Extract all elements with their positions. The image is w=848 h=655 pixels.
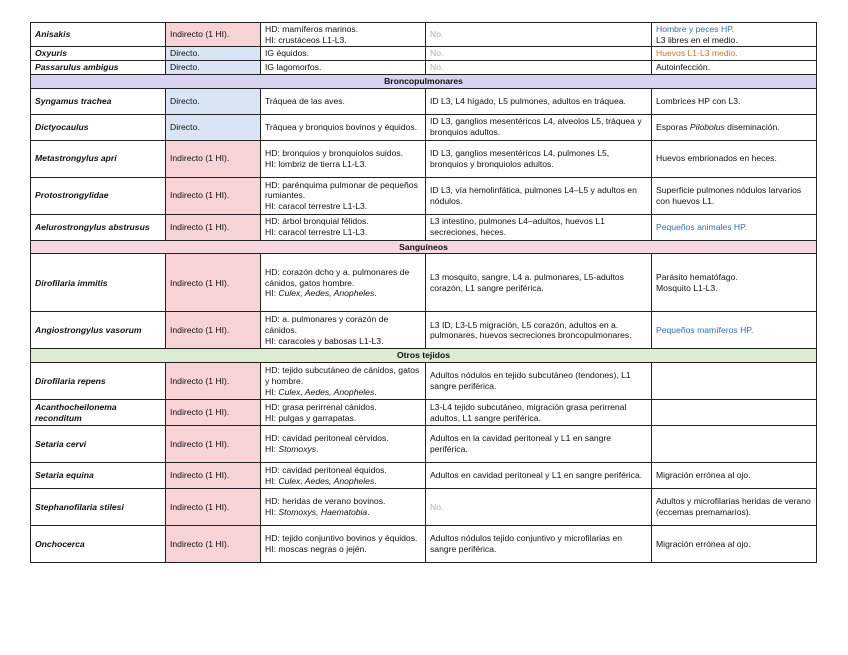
notes-cell	[652, 526, 817, 563]
cycle-type-cell: Indirecto (1 HI).	[166, 177, 261, 214]
host-line: HI: caracol terrestre L1-L3.	[265, 201, 368, 212]
note-line: Pequeños animales HP.	[656, 221, 748, 232]
migration-cell	[426, 88, 652, 114]
migration-cell	[426, 140, 652, 177]
notes-cell	[652, 177, 817, 214]
host-line: HD: a. pulmonares y corazón de cánidos.	[265, 314, 389, 336]
parasite-name-cell	[31, 489, 166, 526]
migration-cell	[426, 114, 652, 140]
notes-cell	[652, 88, 817, 114]
table-row	[31, 312, 817, 349]
notes-cell: Esporas Pilobolus diseminación.	[652, 114, 817, 140]
table-row	[31, 177, 817, 214]
note-line: Huevos embrionados en heces.	[656, 153, 777, 164]
notes-cell	[652, 23, 817, 47]
host-location-cell	[261, 23, 426, 47]
table-row	[31, 140, 817, 177]
cycle-type-cell: Indirecto (1 HI).	[166, 214, 261, 240]
migration-line: No.	[430, 501, 444, 512]
host-location-cell	[261, 140, 426, 177]
host-line: Tráquea de las aves.	[265, 95, 345, 106]
parasite-name: Dictyocaulus	[35, 121, 89, 132]
migration-line: L3 ID, L3-L5 migración, L5 corazón, adultos en a. pulmonares, huevos secreciones broncopulmonares.	[430, 319, 632, 341]
section-title: Otros tejidos	[31, 349, 817, 363]
parasite-name-cell	[31, 214, 166, 240]
cycle-type-cell: Indirecto (1 HI).	[166, 140, 261, 177]
migration-cell	[426, 400, 652, 426]
parasite-name: Dirofilaria repens	[35, 375, 106, 386]
note-line: Huevos L1-L3 medio.	[656, 48, 738, 59]
host-location-cell: HD: heridas de verano bovinos. HI: Stomoxys, Haematobia.	[261, 489, 426, 526]
migration-line: ID L3, ganglios mesentéricos L4, alveolos L5, tráquea y bronquios adultos.	[430, 116, 642, 138]
host-line: HD: grasa perirrenal cánidos.	[265, 401, 377, 412]
note-line: Migración errónea al ojo.	[656, 538, 751, 549]
migration-line: L3 intestino, pulmones L4–adultos, huevos L1 secreciones, heces.	[430, 216, 605, 238]
parasite-name-cell	[31, 312, 166, 349]
parasite-name-cell	[31, 363, 166, 400]
host-location-cell	[261, 114, 426, 140]
migration-cell	[426, 489, 652, 526]
parasite-name: Onchocerca	[35, 538, 85, 549]
table-row	[31, 426, 817, 463]
parasite-name: Passarulus ambigus	[35, 62, 119, 73]
host-location-cell: HD: corazón dcho y a. pulmonares de cánidos, gatos hombre. HI: Culex, Aedes, Anopheles.	[261, 254, 426, 312]
host-line: HD: mamíferos marinos.	[265, 24, 359, 34]
parasite-name: Stephanofilaria stilesi	[35, 501, 124, 512]
migration-line: L3 mosquito, sangre, L4 a. pulmonares, L5-adultos corazón, L1 sangre periférica.	[430, 272, 624, 293]
cycle-type-cell: Indirecto (1 HI).	[166, 254, 261, 312]
note-line: Parásito hematófago.	[656, 272, 738, 283]
host-location-cell	[261, 400, 426, 426]
notes-cell	[652, 400, 817, 426]
section-header-row	[31, 240, 817, 254]
note-line: L3 libres en el medio.	[656, 34, 738, 45]
parasite-name-cell	[31, 177, 166, 214]
parasite-name: Setaria equina	[35, 470, 94, 481]
host-line: HD: árbol bronquial félidos.	[265, 216, 369, 227]
host-line: HI: crustáceos L1-L3.	[265, 34, 347, 45]
migration-cell	[426, 463, 652, 489]
migration-cell	[426, 363, 652, 400]
host-location-cell	[261, 88, 426, 114]
parasite-table	[30, 22, 817, 563]
parasite-name: Syngamus trachea	[35, 95, 112, 106]
notes-cell	[652, 61, 817, 75]
migration-cell	[426, 426, 652, 463]
migration-line: ID L3, ganglios mesentéricos L4, pulmones L5, bronquios y bronquiolos adultos.	[430, 147, 610, 169]
note-line: Pequeños mamíferos HP.	[656, 325, 754, 336]
note-line: Hombre y peces HP.	[656, 24, 735, 34]
migration-line: Adultos en la cavidad peritoneal y L1 en sangre periférica.	[430, 433, 612, 455]
table-row	[31, 254, 817, 312]
table-row	[31, 47, 817, 61]
host-line: HI: lombriz de tierra L1-L3.	[265, 158, 367, 169]
migration-cell	[426, 526, 652, 563]
table-row	[31, 214, 817, 240]
parasite-name: Metastrongylus apri	[35, 153, 117, 164]
host-line: HD: parénquima pulmonar de pequeños rumiantes.	[265, 179, 418, 201]
host-location-cell	[261, 312, 426, 349]
host-location-cell	[261, 177, 426, 214]
table-row	[31, 463, 817, 489]
table-row	[31, 23, 817, 47]
migration-line: ID L3, L4 hígado, L5 pulmones, adultos en tráquea.	[430, 95, 626, 106]
cycle-type-cell: Indirecto (1 HI).	[166, 400, 261, 426]
section-title: Sanguíneos	[31, 240, 817, 254]
parasite-name-cell	[31, 254, 166, 312]
migration-cell	[426, 177, 652, 214]
migration-cell	[426, 23, 652, 47]
table-row	[31, 61, 817, 75]
notes-cell	[652, 254, 817, 312]
parasite-name: Setaria cervi	[35, 438, 87, 449]
notes-cell	[652, 463, 817, 489]
notes-cell	[652, 140, 817, 177]
migration-line: ID L3, vía hemolinfática, pulmones L4–L5 y adultos en nódulos.	[430, 184, 637, 206]
migration-cell	[426, 61, 652, 75]
table-row	[31, 526, 817, 563]
host-line: HI: moscas negras o jején.	[265, 544, 367, 555]
host-line: Tráquea y bronquios bovinos y équidos.	[265, 121, 418, 132]
table-body	[31, 23, 817, 563]
parasite-name: Dirofilaria immitis	[35, 277, 108, 288]
migration-cell	[426, 214, 652, 240]
note-line: Adultos y microfilarias heridas de verano (eccemas premamarios).	[656, 496, 811, 518]
table-row	[31, 363, 817, 400]
migration-line: No.	[430, 48, 444, 59]
parasite-name-cell	[31, 400, 166, 426]
migration-line: Adultos nódulos tejido conjuntivo y microfilarias en sangre periférica.	[430, 533, 623, 555]
section-title: Broncopulmonares	[31, 74, 817, 88]
host-line: IG lagomorfos.	[265, 62, 322, 73]
host-line: HI: caracoles y babosas L1-L3.	[265, 335, 384, 346]
notes-cell	[652, 214, 817, 240]
cycle-type-cell: Indirecto (1 HI).	[166, 489, 261, 526]
host-line: IG équidos.	[265, 48, 309, 59]
parasite-name: Anisakis	[35, 29, 71, 40]
host-location-cell: HD: tejido subcutáneo de cánidos, gatos y hombre. HI: Culex, Aedes, Anopheles.	[261, 363, 426, 400]
migration-line: No.	[430, 62, 444, 73]
migration-line: No.	[430, 29, 444, 40]
notes-cell	[652, 312, 817, 349]
parasite-name: Angiostrongylus vasorum	[35, 325, 142, 336]
note-line: Superficie pulmones nódulos larvarios con huevos L1.	[656, 184, 802, 206]
cycle-type-cell: Directo.	[166, 61, 261, 75]
parasite-name-cell	[31, 88, 166, 114]
parasite-name-cell	[31, 23, 166, 47]
host-line: HD: tejido conjuntivo bovinos y équidos.	[265, 533, 418, 544]
host-location-cell: HD: cavidad peritoneal équidos. HI: Culex, Aedes, Anopheles.	[261, 463, 426, 489]
cycle-type-cell: Directo.	[166, 114, 261, 140]
parasite-name-cell	[31, 47, 166, 61]
note-line: Mosquito L1-L3.	[656, 282, 718, 293]
cycle-type-cell: Indirecto (1 HI).	[166, 463, 261, 489]
host-line: HI: caracol terrestre L1-L3.	[265, 227, 368, 238]
parasite-name: Oxyuris	[35, 48, 68, 59]
host-line: HD: bronquios y bronquiolos suidos.	[265, 147, 404, 158]
table-row	[31, 114, 817, 140]
host-location-cell	[261, 47, 426, 61]
migration-cell	[426, 312, 652, 349]
note-line: Autoinfección.	[656, 62, 710, 73]
notes-cell	[652, 426, 817, 463]
cycle-type-cell: Directo.	[166, 47, 261, 61]
parasite-name-cell	[31, 463, 166, 489]
section-header-row	[31, 74, 817, 88]
notes-cell	[652, 489, 817, 526]
parasite-name-cell	[31, 61, 166, 75]
cycle-type-cell: Directo.	[166, 88, 261, 114]
migration-line: Adultos en cavidad peritoneal y L1 en sangre periférica.	[430, 470, 643, 481]
table-row	[31, 489, 817, 526]
cycle-type-cell: Indirecto (1 HI).	[166, 426, 261, 463]
note-line: Lombrices HP con L3.	[656, 95, 741, 106]
table-row	[31, 88, 817, 114]
notes-cell	[652, 47, 817, 61]
parasite-name: Protostrongylidae	[35, 190, 109, 201]
migration-cell	[426, 254, 652, 312]
notes-cell	[652, 363, 817, 400]
table-row	[31, 400, 817, 426]
parasite-name-cell	[31, 526, 166, 563]
section-header-row	[31, 349, 817, 363]
parasite-name: Aelurostrongylus abstrusus	[35, 221, 150, 232]
cycle-type-cell: Indirecto (1 HI).	[166, 23, 261, 47]
cycle-type-cell: Indirecto (1 HI).	[166, 526, 261, 563]
host-location-cell: HD: cavidad peritoneal cérvidos. HI: Stomoxys.	[261, 426, 426, 463]
host-location-cell	[261, 214, 426, 240]
parasite-name-cell	[31, 140, 166, 177]
migration-cell	[426, 47, 652, 61]
host-location-cell	[261, 526, 426, 563]
host-location-cell	[261, 61, 426, 75]
migration-line: Adultos nódulos en tejido subcutáneo (tendones), L1 sangre periférica.	[430, 370, 631, 392]
parasite-name: Acanthocheilonema reconditum	[35, 401, 117, 423]
note-line: Migración errónea al ojo.	[656, 470, 751, 481]
host-line: HI: pulgas y garrapatas.	[265, 412, 357, 423]
migration-line: L3-L4 tejido subcutáneo, migración grasa perirrenal adultos, L1 sangre periférica.	[430, 401, 627, 423]
cycle-type-cell: Indirecto (1 HI).	[166, 363, 261, 400]
cycle-type-cell: Indirecto (1 HI).	[166, 312, 261, 349]
parasite-name-cell	[31, 426, 166, 463]
parasite-name-cell	[31, 114, 166, 140]
